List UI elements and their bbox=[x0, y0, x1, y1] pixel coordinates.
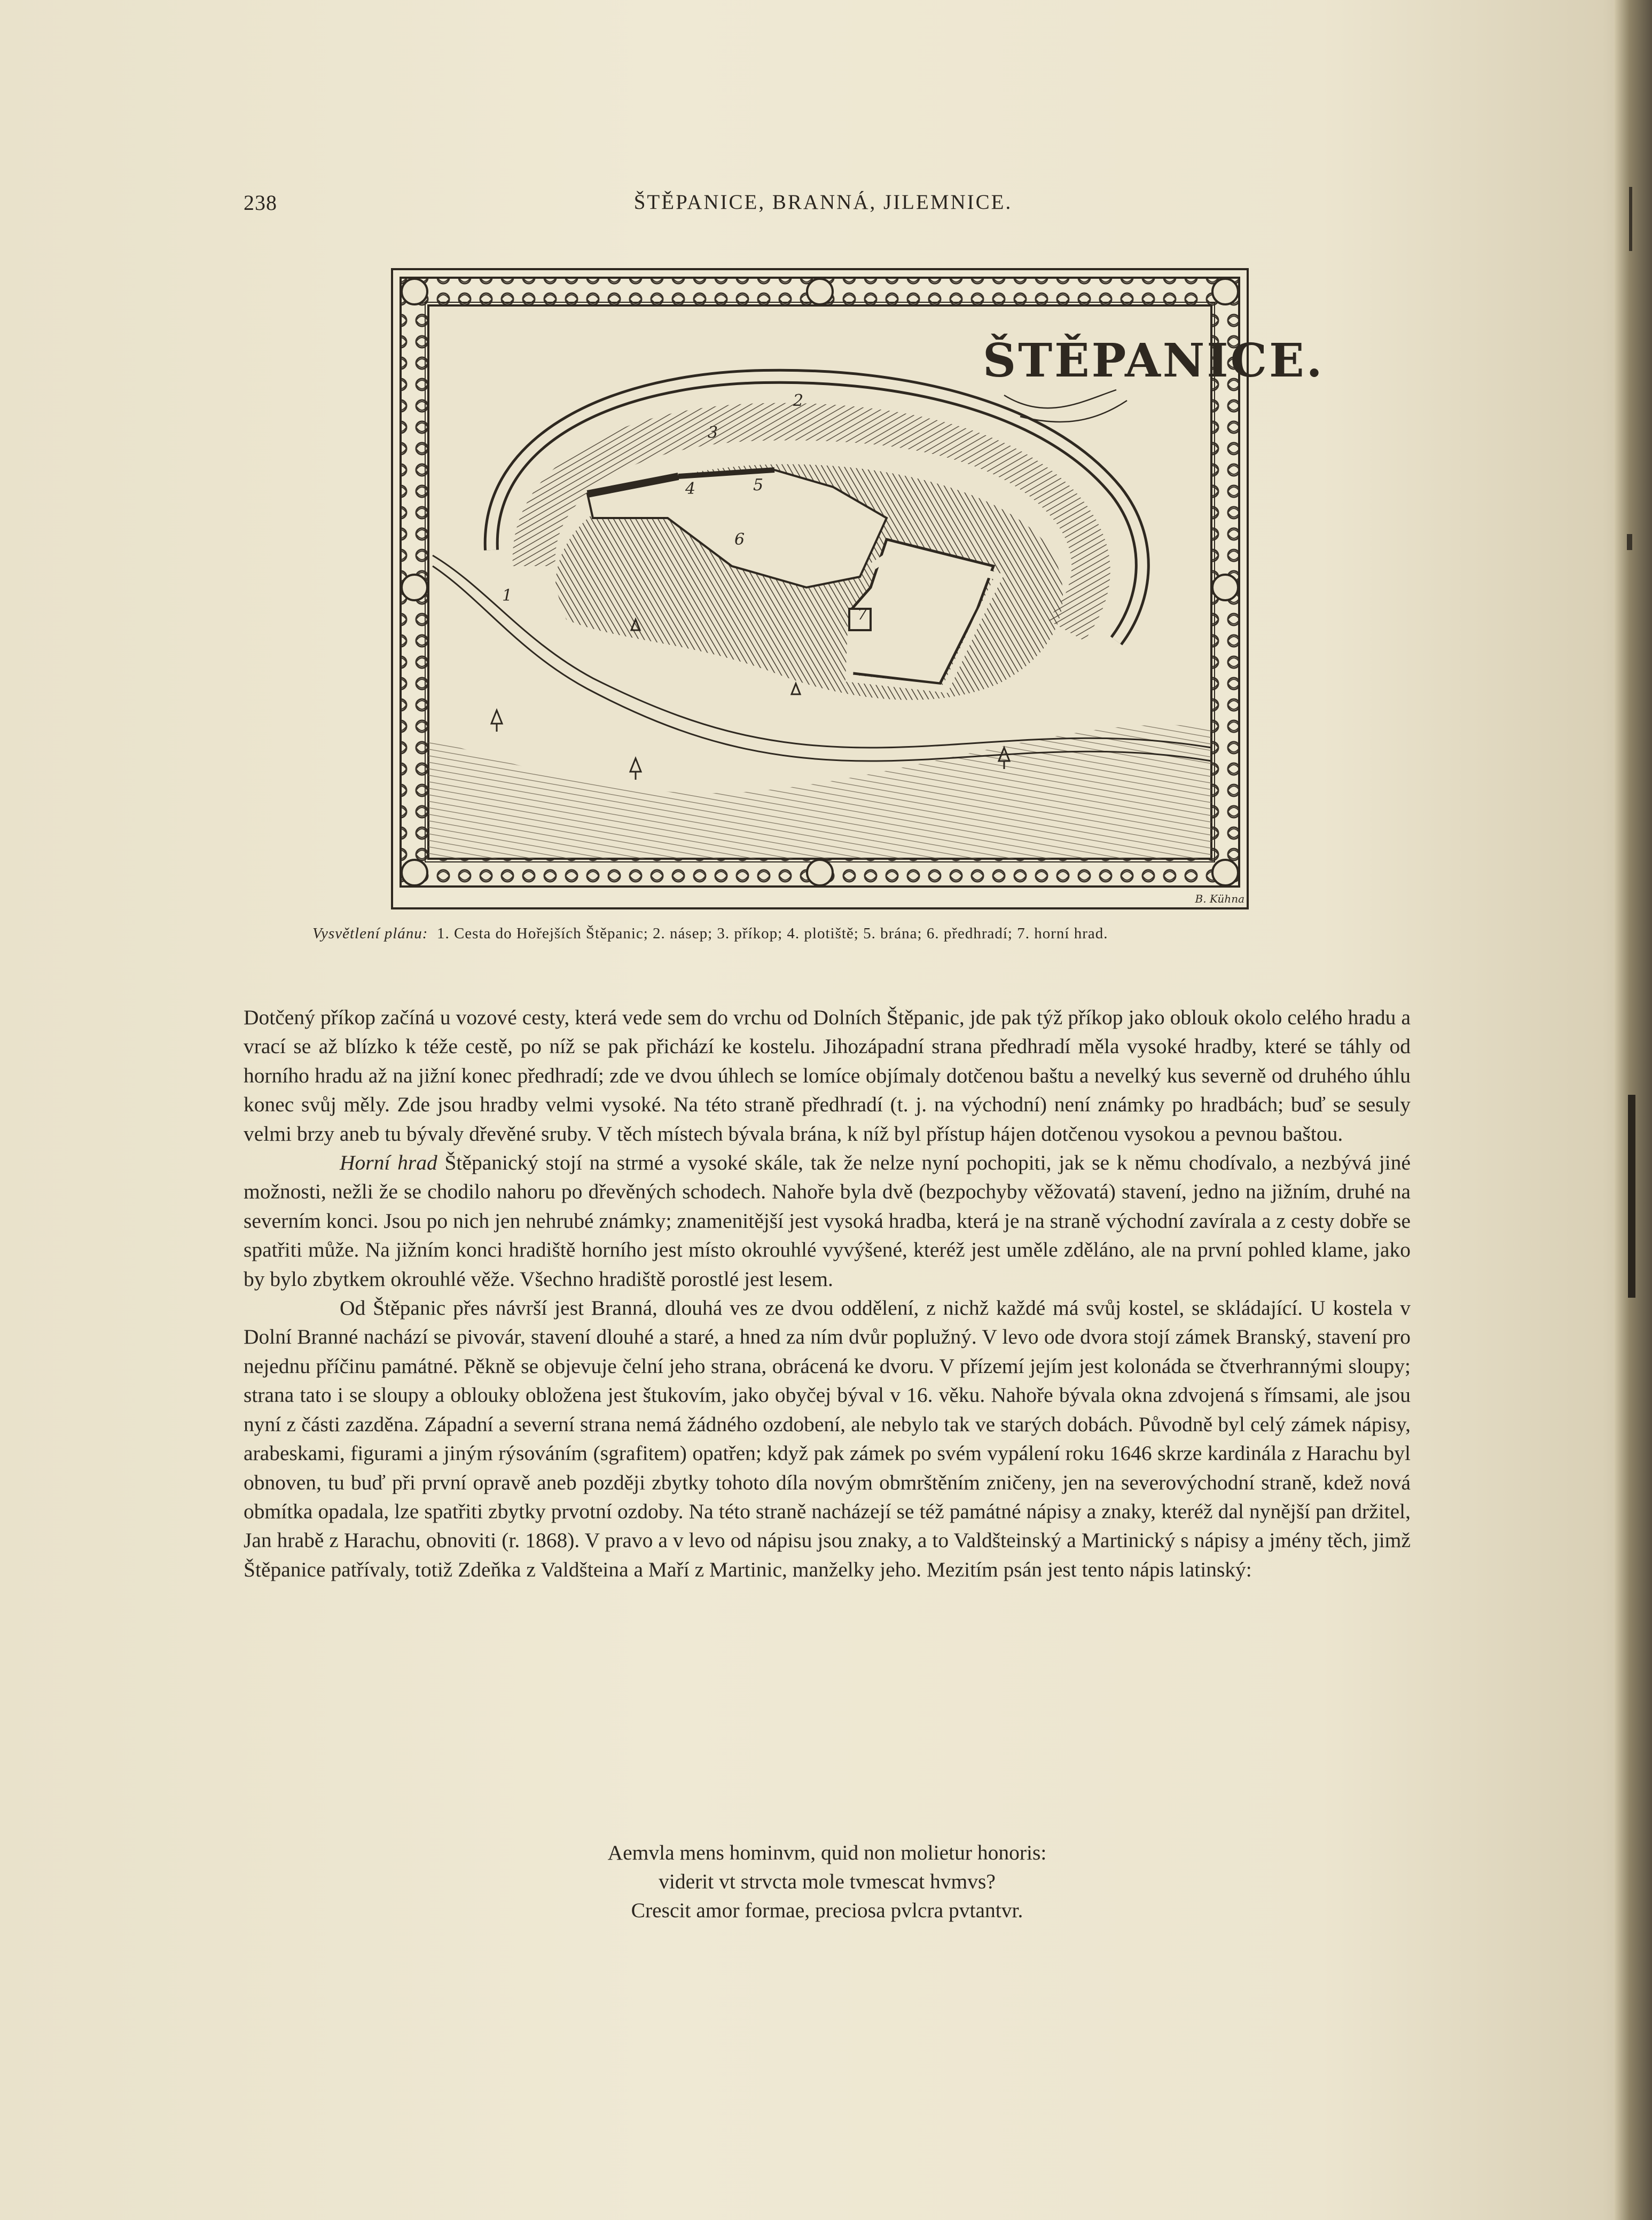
latin-inscription bbox=[244, 1838, 1411, 1925]
plan-number-6: 6 bbox=[734, 530, 745, 549]
caption-text: 1. Cesta do Hořejších Štěpanic; 2. násep; 3. příkop; 4. plotiště; 5. brána; 6. předhradí; 7. horní hrad. bbox=[436, 925, 1108, 942]
plan-number-1: 1 bbox=[502, 586, 513, 605]
paragraph-2 bbox=[244, 1148, 1411, 1293]
plan-number-3: 3 bbox=[708, 423, 718, 442]
edge-mark bbox=[1629, 187, 1632, 251]
castle-plan-drawing bbox=[390, 267, 1325, 911]
body-text bbox=[244, 1003, 1411, 1584]
paragraph-1: Dotčený příkop začíná u vozové cesty, která vede sem do vrchu od Dolních Štěpanic, jde pak týž příkop jako oblouk okolo celého hradu a vrací se až blízko k téže cestě, po níž se pak přichází ke kostelu. Jihozápadní strana předhradí měla vysoké hradby, které se táhly od horního hradu až na jižní konec předhradí; zde ve dvou úhlech se lomíce objímaly dotčenou baštu a nevelký kus severně od druhého úhlu konec svůj měly. Zde jsou hradby velmi vysoké. Na této straně předhradí (t. j. na východní) není známky po hradbách; buď se sesuly velmi brzy aneb tu bývaly dřevěné sruby. V těch místech bývala brána, k níž byl přístup hájen dotčenou vysokou a pevnou baštou. bbox=[244, 1006, 1411, 1146]
castle-plan-figure bbox=[390, 267, 1325, 911]
paragraph-2-lead: Horní hrad bbox=[340, 1151, 437, 1175]
plan-title: ŠTĚPANICE. bbox=[983, 334, 1325, 388]
artist-signature: B. Kühna bbox=[1195, 892, 1244, 905]
edge-mark bbox=[1628, 1095, 1635, 1298]
page-header bbox=[244, 190, 1403, 222]
plan-number-7: 7 bbox=[857, 605, 868, 624]
page-number: 238 bbox=[244, 191, 277, 215]
running-title: ŠTĚPANICE, BRANNÁ, JILEMNICE. bbox=[633, 191, 1013, 214]
plan-number-4: 4 bbox=[685, 480, 696, 498]
verse-line-1: Aemvla mens hominvm, quid non molietur honoris: bbox=[607, 1841, 1047, 1864]
paragraph-3: Od Štěpanic přes návrší jest Branná, dlouhá ves ze dvou oddělení, z nichž každé má svůj kostel, se skládající. U kostela v Dolní Branné nachází se pivovár, stavení dlouhé a staré, a hned za ním dvůr poplužný. V levo ode dvora stojí zámek Branský, stavení pro nejednu příčinu památné. Pěkně se objevuje čelní jeho strana, obrácená ke dvoru. V přízemí jejím jest kolonáda se čtverhrannými sloupy; strana tato i se sloupy a oblouky obložena jest štukovím, jako obyčej býval v 16. věku. Nahoře bývala okna zdvojená s římsami, ale jsou nyní z části zazděna. Západní a severní strana nemá žádného ozdobení, ale nebylo tak ve starých dobách. Původně byl celý zámek nápisy, arabeskami, figurami a jiným rýsováním (sgrafitem) opatřen; když pak zámek po svém vypálení roku 1646 skrze kardinála z Harachu byl obnoven, tu buď při první opravě aneb později zbytky tohoto díla novým obmrštěním zničeny, jen na severovýchodní straně, kdež nová obmítka opadala, lze spatřiti zbytky prvotní ozdoby. Na této straně nacházejí se též památné nápisy a znaky, kteréž dal nynější pan držitel, Jan hrabě z Harachu, obnoviti (r. 1868). V pravo a v levo od nápisu jsou znaky, a to Valdšteinský a Martinický s nápisy a jmény těch, jimž Štěpanice patřívaly, totiž Zdeňka z Valdšteina a Maří z Martinic, manželky jeho. Mezitím psán jest tento nápis latinský: bbox=[244, 1296, 1411, 1581]
verse-line-3: Crescit amor formae, preciosa pvlcra pvtantvr. bbox=[631, 1899, 1023, 1922]
plan-number-2: 2 bbox=[793, 391, 804, 410]
caption-label: Vysvětlení plánu: bbox=[312, 925, 428, 942]
edge-mark bbox=[1627, 534, 1632, 550]
figure-caption bbox=[312, 925, 1381, 943]
verse-line-2: viderit vt strvcta mole tvmescat hvmvs? bbox=[659, 1870, 996, 1893]
plan-number-5: 5 bbox=[753, 476, 764, 495]
paragraph-2-text: Štěpanický stojí na strmé a vysoké skále, tak že nelze nyní pochopiti, jak se k němu chodívalo, a nezbývá jiné možnosti, nežli že se chodilo nahoru po dřevěných schodech. Nahoře byla dvě (bezpochyby věžovatá) stavení, jedno na jižním, druhé na severním konci. Jsou po nich jen nehrubé známky; znamenitější jest vysoká hradba, která je na straně východní zavírala a z cesty dobře se spatřiti může. Na jižním konci hradiště horního jest místo okrouhlé vyvýšené, kteréž jest uměle zděláno, ale na první pohled klame, jako by bylo zbytkem okrouhlé věže. Všechno hradiště porostlé jest lesem. bbox=[244, 1151, 1411, 1291]
